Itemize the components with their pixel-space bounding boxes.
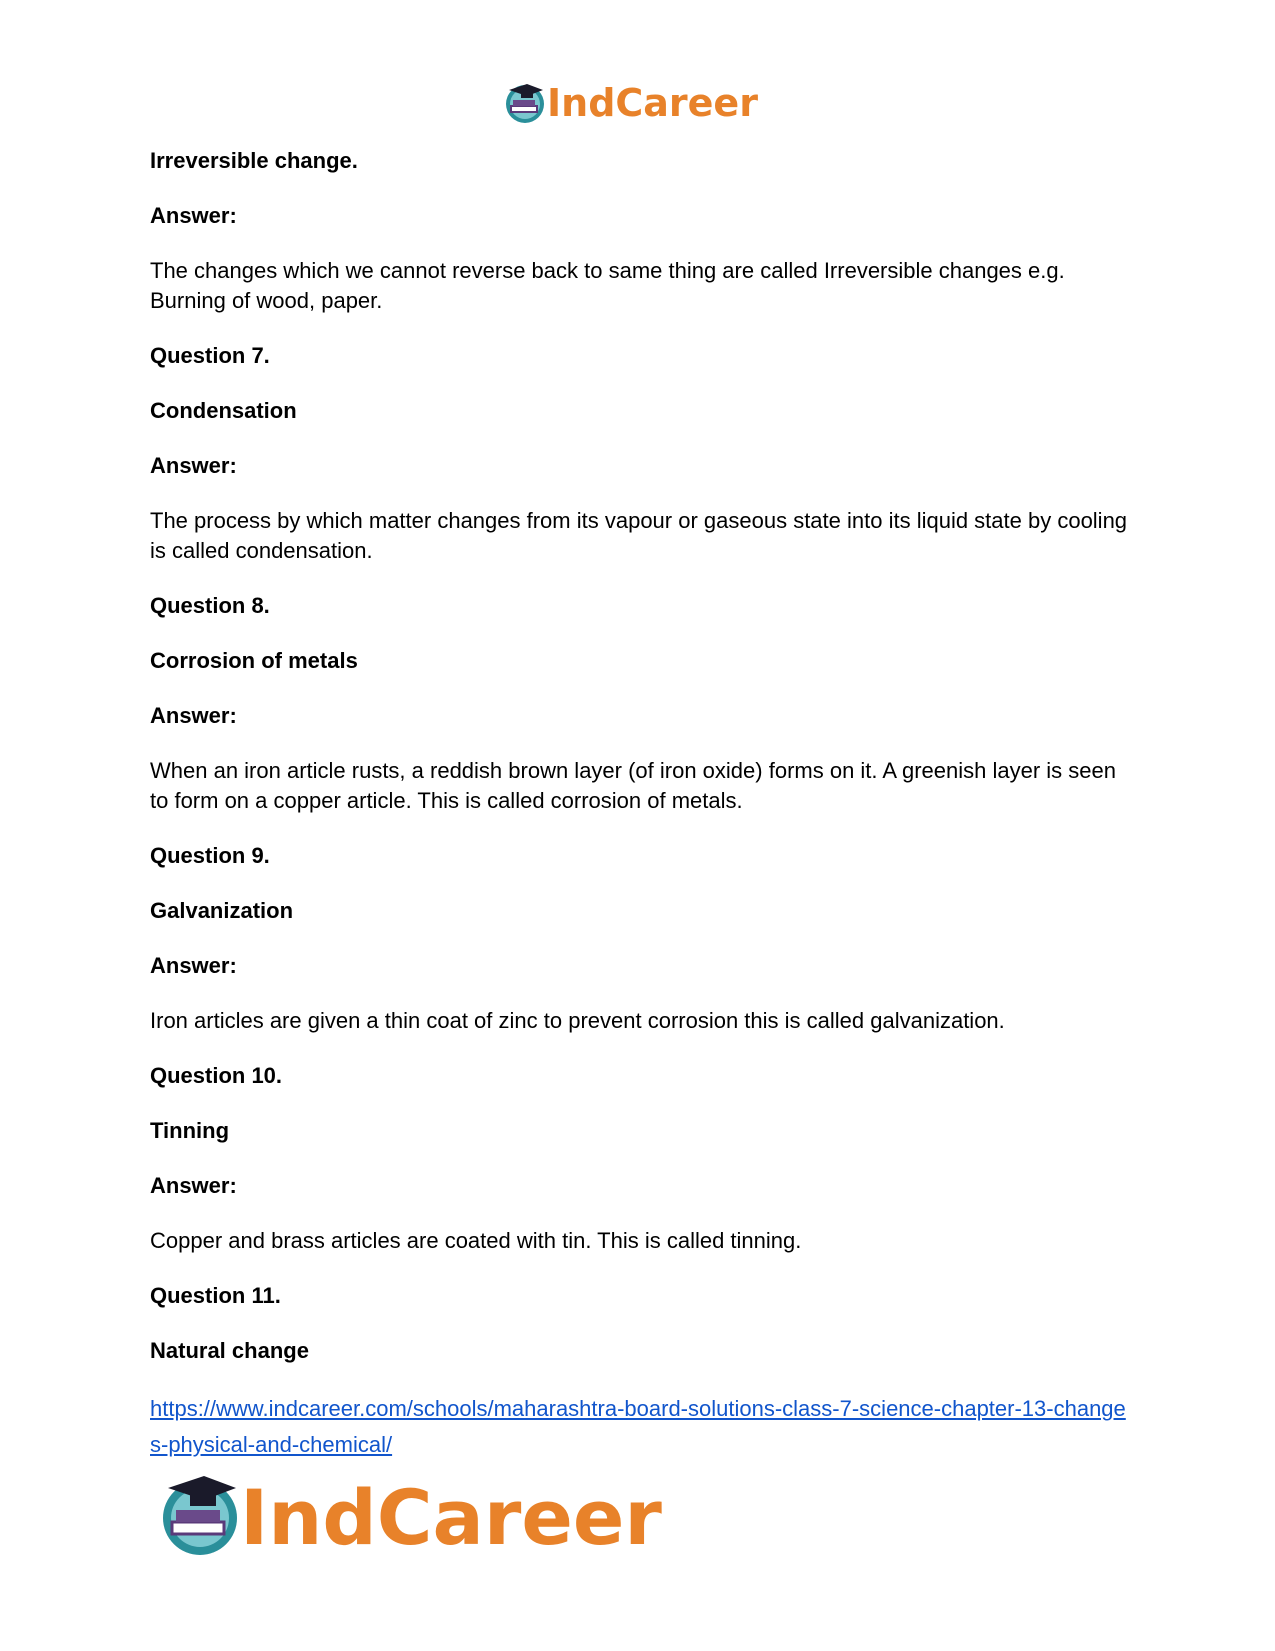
paragraph-text: The changes which we cannot reverse back to same thing are called Irreversible changes e.g. Burning of wood, paper. — [150, 258, 1065, 313]
header-logo — [0, 78, 1275, 128]
footer-brand-text: IndCareer — [240, 1473, 662, 1560]
footer-logo — [160, 1470, 680, 1560]
source-link[interactable]: https://www.indcareer.com/schools/maharashtra-board-solutions-class-7-science-chapter-13-changes-physical-and-chemical/ — [150, 1396, 1126, 1457]
header-logo-graphic — [503, 78, 773, 128]
heading-text: Answer: — [150, 703, 237, 728]
heading-text: Answer: — [150, 453, 237, 478]
paragraph-text: Copper and brass articles are coated with tin. This is called tinning. — [150, 1228, 802, 1253]
heading-text: Answer: — [150, 953, 237, 978]
paragraph-text: Iron articles are given a thin coat of zinc to prevent corrosion this is called galvanization. — [150, 1008, 1005, 1033]
document-body — [150, 146, 1130, 1463]
paragraph-text: The process by which matter changes from its vapour or gaseous state into its liquid state by cooling is called condensation. — [150, 508, 1128, 563]
heading-text: Condensation — [150, 398, 297, 423]
heading-text: Corrosion of metals — [150, 648, 358, 673]
heading-text: Galvanization — [150, 898, 294, 923]
source-link-paragraph — [150, 1391, 1130, 1463]
heading-text: Question 10. — [150, 1063, 283, 1088]
heading-text: Question 9. — [150, 843, 270, 868]
paragraph-text: When an iron article rusts, a reddish brown layer (of iron oxide) forms on it. A greenish layer is seen to form on a copper article. This is called corrosion of metals. — [150, 758, 1117, 813]
heading-text: Tinning — [150, 1118, 230, 1143]
heading-text: Answer: — [150, 1173, 237, 1198]
graduation-globe-icon — [163, 1476, 237, 1555]
footer-logo-graphic — [160, 1470, 680, 1560]
heading-text: Natural change — [150, 1338, 309, 1363]
heading-text: Irreversible change. — [150, 148, 358, 173]
heading-text: Answer: — [150, 203, 237, 228]
header-brand-text: IndCareer — [546, 81, 758, 125]
heading-text: Question 8. — [150, 593, 270, 618]
heading-text: Question 11. — [150, 1283, 281, 1308]
graduation-globe-icon — [506, 84, 544, 123]
heading-text: Question 7. — [150, 343, 270, 368]
